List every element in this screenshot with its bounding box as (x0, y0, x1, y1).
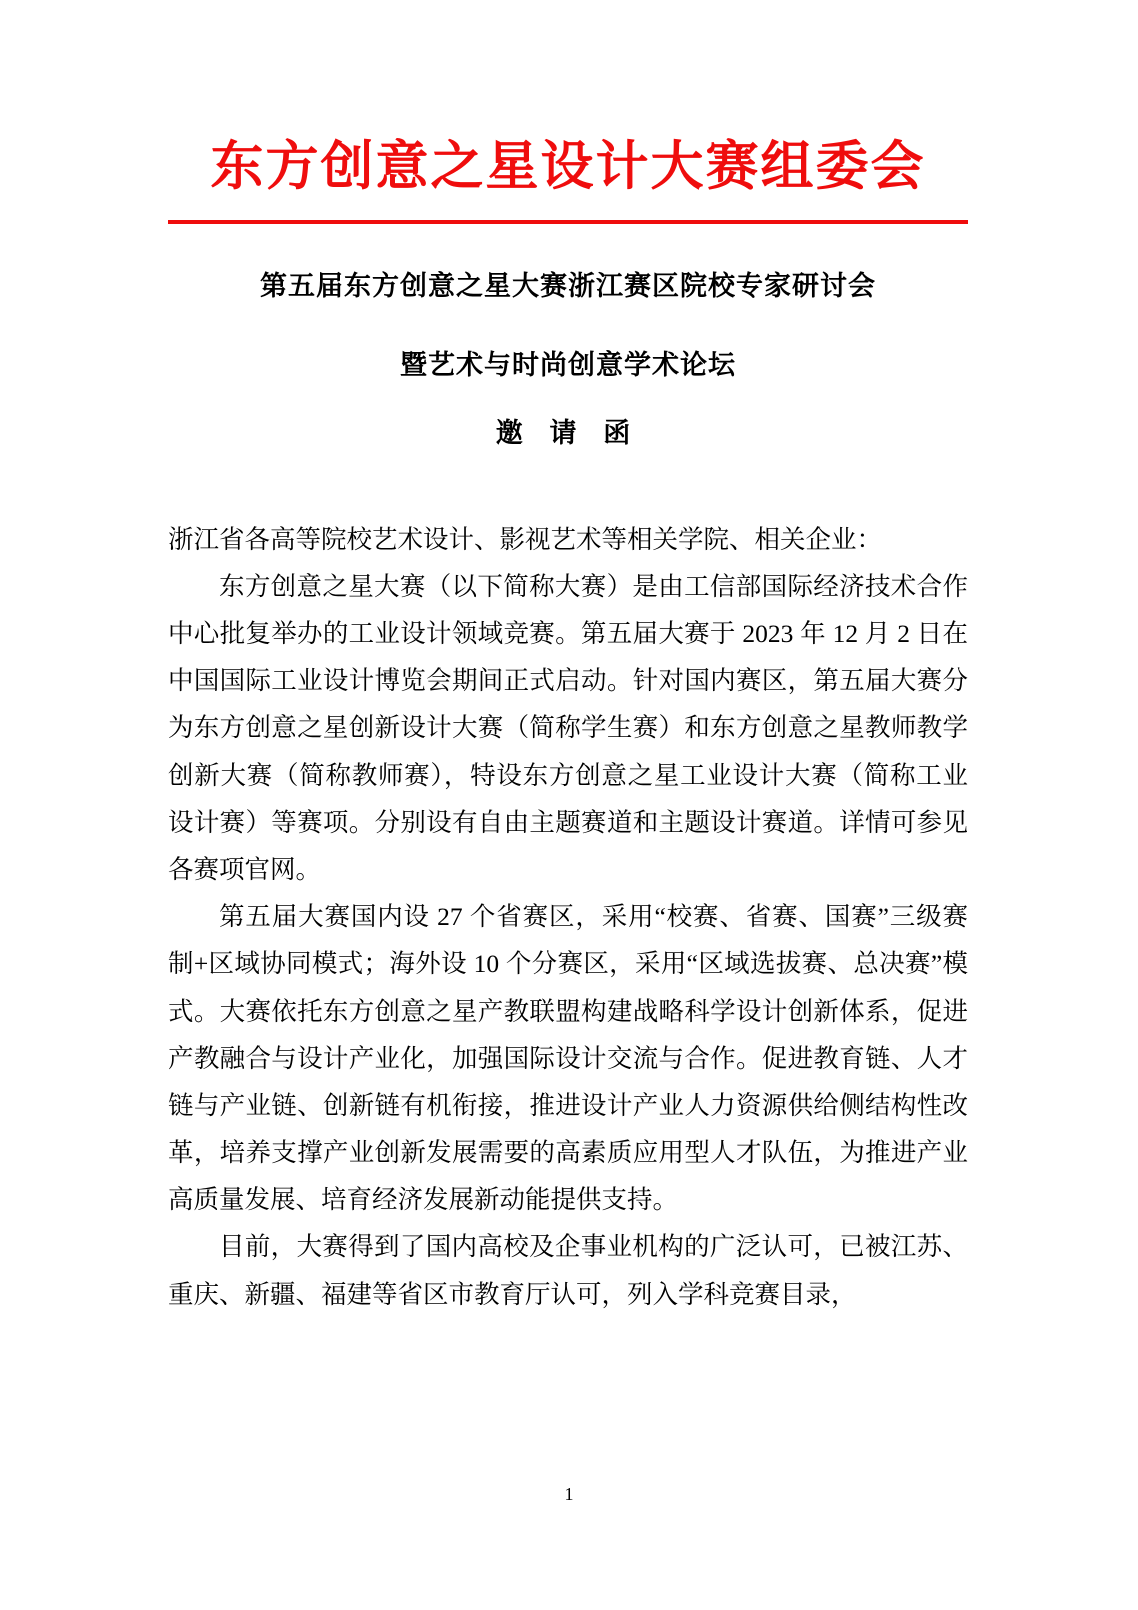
body-paragraph-3: 目前，大赛得到了国内高校及企事业机构的广泛认可，已被江苏、重庆、新疆、福建等省区市教育厅认可，列入学科竞赛目录， (168, 1232, 968, 1309)
document-content (168, 0, 968, 1318)
body-paragraph-1: 东方创意之星大赛（以下简称大赛）是由工信部国际经济技术合作中心批复举办的工业设计领域竞赛。第五届大赛于 2023 年 12 月 2 日在中国国际工业设计博览会期间正式启动。针对国内赛区，第五届大赛分为东方创意之星创新设计大赛（简称学生赛）和东方创意之星教师教学创新大赛（简称教师赛），特设东方创意之星工业设计大赛（简称工业设计赛）等赛项。分别设有自由主题赛道和主题设计赛道。详情可参见各赛项官网。 (168, 571, 968, 884)
document-title-line-2: 暨艺术与时尚创意学术论坛 (400, 349, 736, 380)
letterhead-divider (168, 220, 968, 224)
page-number: 1 (564, 1484, 574, 1504)
document-title-line-3: 邀 请 函 (495, 418, 641, 449)
document-body (168, 516, 968, 1318)
salutation-line: 浙江省各高等院校艺术设计、影视艺术等相关学院、相关企业： (168, 524, 883, 554)
letterhead-title: 东方创意之星设计大赛组委会 (210, 136, 926, 197)
document-title-line-1: 第五届东方创意之星大赛浙江赛区院校专家研讨会 (260, 271, 876, 302)
body-paragraph-2: 第五届大赛国内设 27 个省赛区，采用“校赛、省赛、国赛”三级赛制+区域协同模式；海外设 10 个分赛区，采用“区域选拔赛、总决赛”模式。大赛依托东方创意之星产教联盟构建战略科学设计创新体系，促进产教融合与设计产业化，加强国际设计交流与合作。促进教育链、人才链与产业链、创新链有机衔接，推进设计产业人力资源供给侧结构性改革，培养支撑产业创新发展需要的高素质应用型人才队伍，为推进产业高质量发展、培育经济发展新动能提供支持。 (168, 902, 968, 1215)
